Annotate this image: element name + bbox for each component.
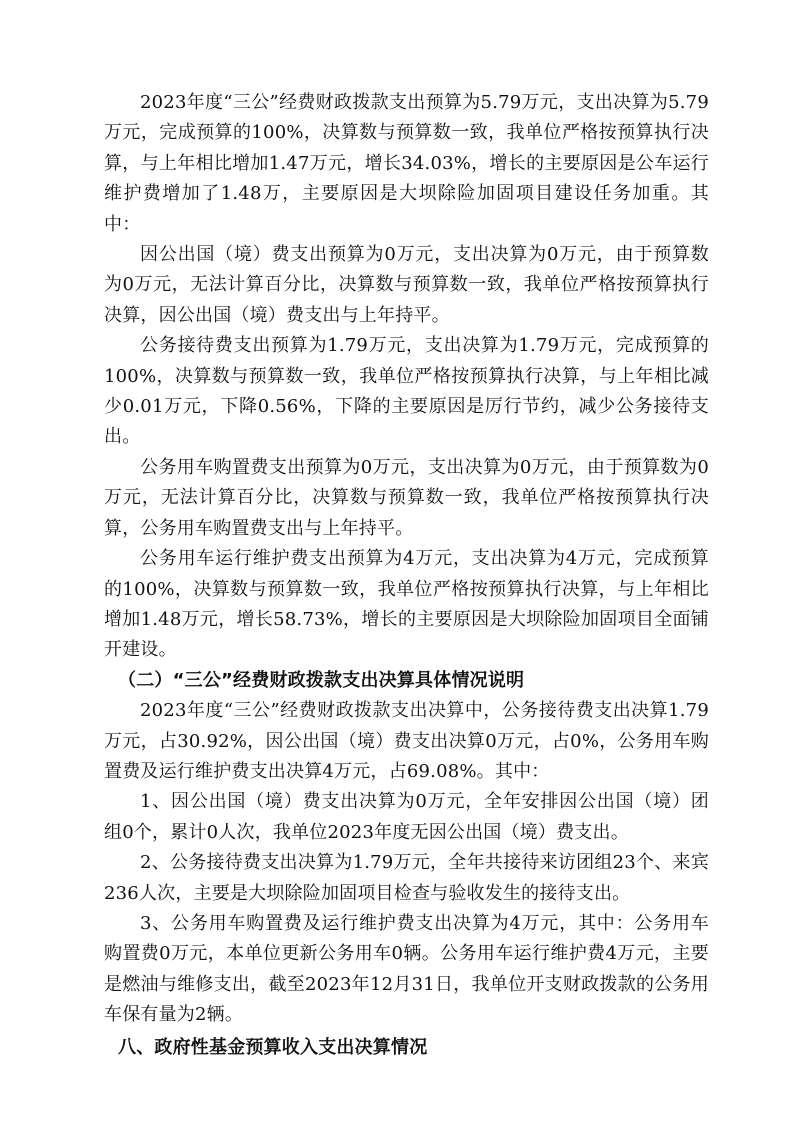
paragraph-vehicle-maintenance: 公务用车运行维护费支出预算为4万元，支出决算为4万元，完成预算的100%，决算数与预算数一致，我单位严格按预算执行决算，与上年相比增加1.48万元，增长58.73%，增长的主要原因是大坝除险加固项目全面铺开建设。 [104, 548, 709, 661]
paragraph-detail-overseas: 1、因公出国（境）费支出决算为0万元，全年安排因公出国（境）团组0个，累计0人次，我单位2023年度无因公出国（境）费支出。 [104, 791, 709, 843]
paragraph-overseas-travel: 因公出国（境）费支出预算为0万元，支出决算为0万元，由于预算数为0万元，无法计算百分比，决算数与预算数一致，我单位严格按预算执行决算，因公出国（境）费支出与上年持平。 [104, 244, 709, 326]
paragraph-detail-summary: 2023年度“三公”经费财政拨款支出决算中，公务接待费支出决算1.79万元，占30.92%，因公出国（境）费支出决算0万元，占0%，公务用车购置费及运行维护费支出决算4万元，占69.08%。其中： [104, 700, 709, 782]
paragraph-detail-vehicles: 3、公务用车购置费及运行维护费支出决算为4万元，其中：公务用车购置费0万元，本单位更新公务用车0辆。公务用车运行维护费4万元，主要是燃油与维修支出，截至2023年12月31日，我单位开支财政拨款的公务用车保有量为2辆。 [104, 912, 709, 1026]
paragraph-reception: 公务接待费支出预算为1.79万元，支出决算为1.79万元，完成预算的100%，决算数与预算数一致，我单位严格按预算执行决算，与上年相比减少0.01万元，下降0.56%，下降的主要原因是厉行节约，减少公务接待支出。 [104, 335, 709, 448]
section-heading-details: （二）“三公”经费财政拨款支出决算具体情况说明 [118, 669, 525, 691]
paragraph-vehicle-purchase: 公务用车购置费支出预算为0万元，支出决算为0万元，由于预算数为0万元，无法计算百分比，决算数与预算数一致，我单位严格按预算执行决算，公务用车购置费支出与上年持平。 [104, 456, 709, 539]
section-heading-government-fund: 八、政府性基金预算收入支出决算情况 [118, 1036, 428, 1058]
paragraph-detail-reception: 2、公务接待费支出决算为1.79万元，全年共接待来访团组23个、来宾236人次，主要是大坝除险加固项目检查与验收发生的接待支出。 [104, 852, 709, 904]
paragraph-total-budget: 2023年度“三公”经费财政拨款支出预算为5.79万元，支出决算为5.79万元，完成预算的100%，决算数与预算数一致，我单位严格按预算执行决算，与上年相比增加1.47万元，增长34.03%，增长的主要原因是公车运行维护费增加了1.48万，主要原因是大坝除险加固项目建设任务加重。其中： [104, 92, 709, 235]
